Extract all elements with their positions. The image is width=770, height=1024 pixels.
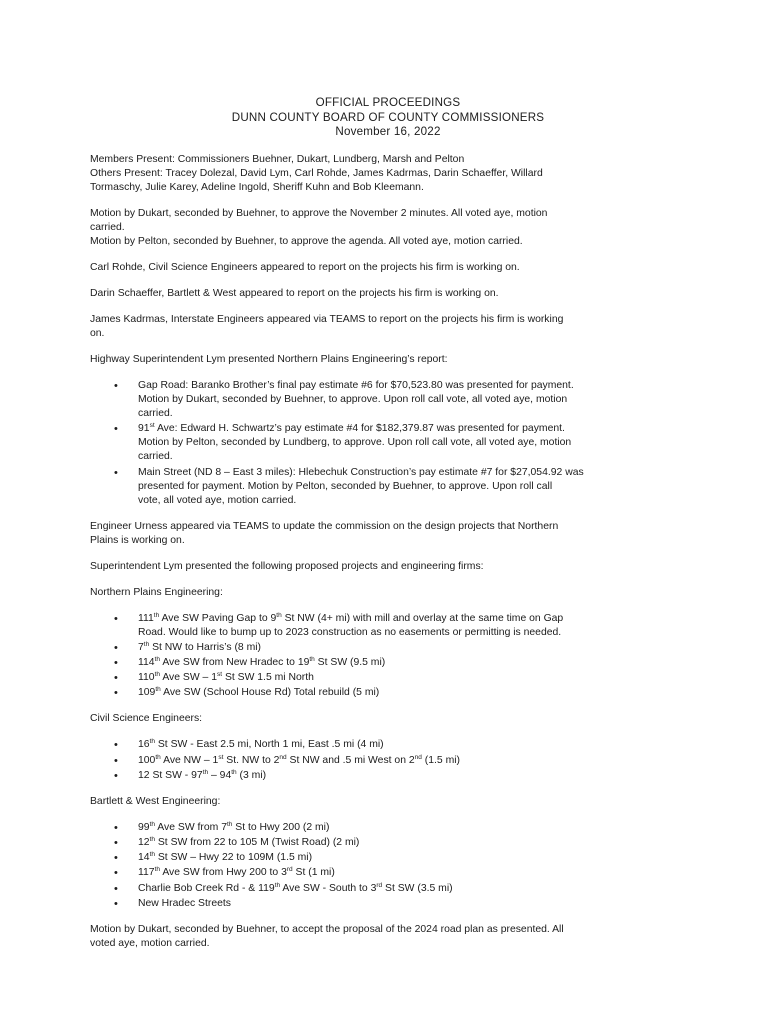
text-fragment: Ave SW from New Hradec to 19 [160,657,310,669]
text-fragment: 100 [138,754,156,766]
list-item [90,422,686,464]
text-fragment: Charlie Bob Creek Rd - & 119 [138,882,275,894]
text-fragment: 7 [138,641,144,653]
text-fragment: 109 [138,687,156,699]
text-fragment: St SW from 22 to 105 M (Twist Road) (2 mi) [154,837,360,848]
text-fragment: St SW (9.5 mi) [314,657,386,669]
superscript: th [309,656,315,664]
superscript: st [218,753,224,761]
text-fragment: St SW – Hwy 22 to 109M (1.5 mi) [154,852,313,864]
urness-update [90,520,686,548]
minutes-motion-line-2: carried. [90,221,125,233]
superscript: th [226,820,233,828]
rohde-report: Carl Rohde, Civil Science Engineers appeared to report on the projects his firm is working on. [90,261,520,273]
superscript: th [149,836,155,843]
civil-science-list [90,738,686,782]
superscript: st [217,671,223,679]
urness-update-line-2: Plains is working on. [90,534,185,546]
text-fragment: 114 [138,657,155,669]
text-fragment: 12 [138,837,150,848]
superscript: st [149,422,155,430]
proposed-projects-intro: Superintendent Lym presented the following proposed projects and engineering firms: [90,560,484,572]
text-fragment: Ave SW – 1 [160,672,217,684]
superscript: th [154,866,160,874]
superscript: th [231,768,237,776]
list-item [90,821,686,835]
civil-science-heading: Civil Science Engineers: [90,713,203,725]
pay-estimate-line [138,422,686,436]
document-header [90,96,686,140]
pay-estimate-line: presented for payment. Motion by Pelton, seconded by Buehner, to approve. Upon roll call [138,480,553,492]
list-item [90,671,686,685]
closing-motion-line-2: voted aye, motion carried. [90,937,210,949]
closing-motion-line-1: Motion by Dukart, seconded by Buehner, to accept the proposal of the 2024 road plan as presented. All [90,923,564,935]
list-item [90,466,686,508]
superscript: th [155,753,161,761]
northern-plains-heading: Northern Plains Engineering: [90,586,223,598]
text-fragment: St SW 1.5 mi North [222,672,314,684]
text-fragment: 110 [138,672,155,684]
members-present: Members Present: Commissioners Buehner, Dukart, Lundberg, Marsh and Pelton [90,153,465,165]
urness-update-line-1: Engineer Urness appeared via TEAMS to update the commission on the design projects that Northern [90,520,559,532]
list-item [90,379,686,421]
list-item [90,851,686,865]
list-item [90,897,686,911]
superscript: th [143,640,150,648]
text-fragment: 91 [138,423,150,435]
list-item [90,882,686,896]
text-fragment: Ave SW - South to 3 [280,882,377,894]
text-fragment: New Hradec Streets [138,897,231,909]
superscript: th [274,881,281,889]
list-item [90,612,686,640]
kadrmas-report [90,313,686,341]
list-item [90,656,686,670]
northern-plains-list [90,612,686,701]
pay-estimate-line: Motion by Dukart, seconded by Buehner, to approve. Upon roll call vote, all voted aye, motion [138,393,568,405]
list-item [90,686,686,700]
project-line: Road. Would like to bump up to 2023 construction as no easements or permitting is needed. [138,626,562,638]
pay-estimate-line: vote, all voted aye, motion carried. [138,494,297,506]
superscript: th [154,656,160,664]
text-fragment: St SW (3.5 mi) [382,882,453,894]
text-fragment: Ave SW from Hwy 200 to 3 [160,867,287,879]
attendance-paragraph [90,153,686,195]
superscript: th [154,671,160,679]
text-fragment: St. NW to 2 [223,754,280,766]
opening-motions [90,207,686,249]
text-fragment: (3 mi) [236,769,267,781]
superscript: nd [279,753,287,761]
superscript: th [153,611,160,619]
document-page [90,96,686,963]
project-line [138,612,686,626]
minutes-motion-line-1: Motion by Dukart, seconded by Buehner, to approve the November 2 minutes. All voted aye, motion [90,207,548,219]
text-fragment: Ave: Edward H. Schwartz’s pay estimate #4 for $182,379.87 was presented for payment. [154,423,565,435]
text-fragment: Ave SW (School House Rd) Total rebuild (5 mi) [160,687,380,699]
header-board-name: DUNN COUNTY BOARD OF COUNTY COMMISSIONERS [231,110,545,124]
kadrmas-report-line-1: James Kadrmas, Interstate Engineers appeared via TEAMS to report on the projects his firm is working [90,313,564,325]
superscript: th [202,768,209,776]
text-fragment: St SW - East 2.5 mi, North 1 mi, East .5 mi (4 mi) [154,739,384,751]
pay-estimates-list [90,379,686,508]
text-fragment: St NW to Harris’s (8 mi) [149,641,262,653]
text-fragment: 12 St SW - 97 [138,769,203,781]
text-fragment: Ave NW – 1 [160,754,219,766]
list-item [90,641,686,655]
closing-motion [90,923,686,951]
list-item [90,836,686,850]
lym-report-intro: Highway Superintendent Lym presented Northern Plains Engineering’s report: [90,353,448,365]
pay-estimate-line: carried. [138,451,173,463]
kadrmas-report-line-2: on. [90,327,105,339]
text-fragment: 117 [138,867,155,879]
pay-estimate-line: • Gap Road: Baranko Brother’s final pay estimate #6 for $70,523.80 was presented for payment. [138,379,574,391]
bartlett-west-list [90,821,686,911]
text-fragment: 111 [138,612,154,624]
superscript: th [276,611,282,619]
superscript: nd [414,753,422,761]
pay-estimate-line: Motion by Pelton, seconded by Lundberg, to approve. Upon roll call vote, all voted aye, motion [138,437,572,449]
text-fragment: Ave SW from 7 [154,821,227,833]
others-present-line-2: Tormaschy, Julie Karey, Adeline Ingold, Sheriff Kuhn and Bob Kleemann. [90,181,424,193]
schaeffer-report: Darin Schaeffer, Bartlett & West appeared to report on the projects his firm is working on. [90,287,499,299]
superscript: th [149,820,155,828]
list-item [90,754,686,768]
text-fragment: St NW (4+ mi) with mill and overlay at the same time on Gap [281,612,564,624]
text-fragment: 99 [138,821,150,833]
others-present-line-1: Others Present: Tracey Dolezal, David Lym, Carl Rohde, James Kadrmas, Darin Schaeffer, Willard [90,167,543,179]
text-fragment: – 94 [208,769,232,781]
superscript: th [149,738,155,746]
agenda-motion: Motion by Pelton, seconded by Buehner, to approve the agenda. All voted aye, motion carried. [90,235,523,247]
superscript: th [155,686,161,694]
text-fragment: St (1 mi) [292,867,335,879]
superscript: rd [286,866,293,874]
pay-estimate-line: • Main Street (ND 8 – East 3 miles): Hlebechuk Construction’s pay estimate #7 for $27,054.92 was [138,466,584,478]
bartlett-west-heading: Bartlett & West Engineering: [90,795,221,807]
text-fragment: (1.5 mi) [421,754,460,766]
text-fragment: Ave SW Paving Gap to 9 [159,612,277,624]
header-date: November 16, 2022 [335,125,441,138]
superscript: rd [376,881,383,889]
text-fragment: St to Hwy 200 (2 mi) [232,821,330,833]
text-fragment: 14 [138,852,150,864]
text-fragment: 16 [138,739,150,751]
header-title: OFFICIAL PROCEEDINGS [315,96,461,109]
list-item [90,769,686,783]
pay-estimate-line: carried. [138,407,173,419]
list-item [90,866,686,880]
list-item [90,738,686,752]
text-fragment: St NW and .5 mi West on 2 [286,754,415,766]
superscript: th [149,851,155,859]
